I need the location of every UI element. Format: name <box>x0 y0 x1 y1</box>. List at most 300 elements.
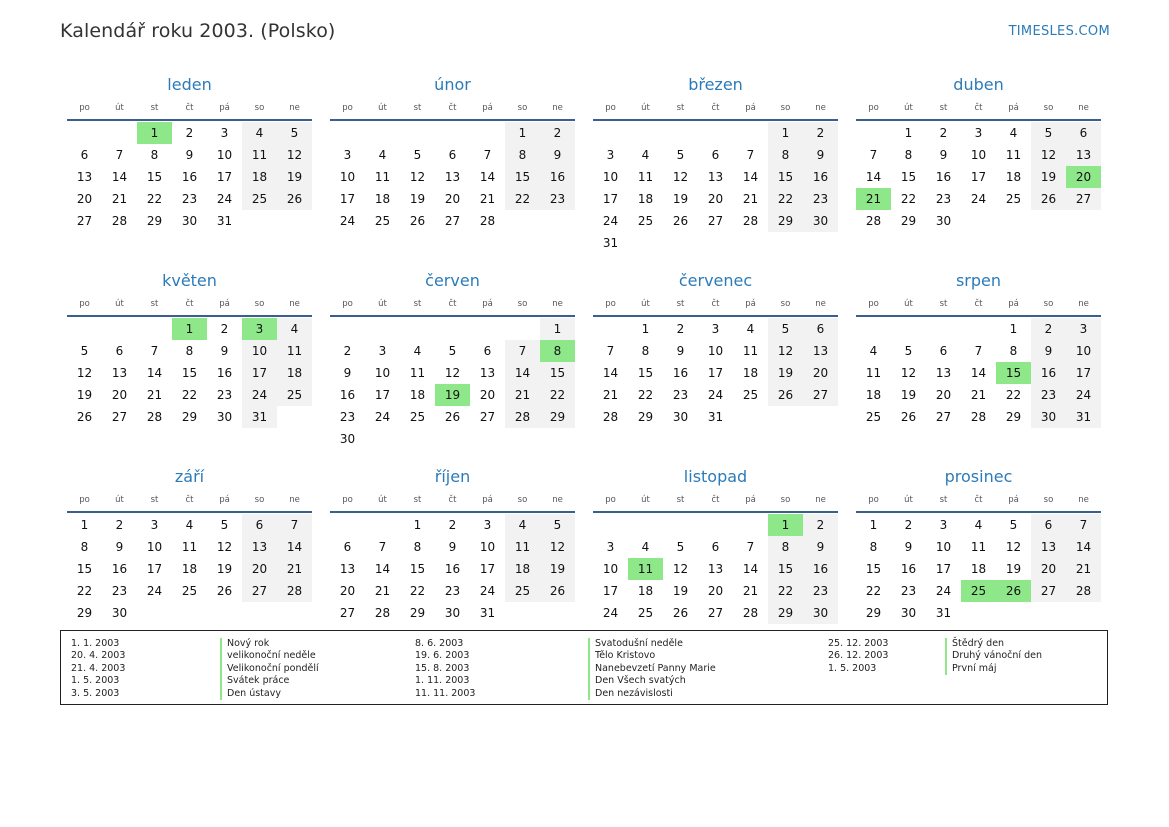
weekday-label: čt <box>711 299 720 309</box>
day-cell: 28 <box>742 214 759 228</box>
day-cell: 8 <box>185 344 194 358</box>
day-cell: 13 <box>707 562 724 576</box>
weekday-label: pá <box>1008 103 1019 113</box>
weekend-day-cell: 21 <box>1066 558 1101 580</box>
day-cell: 19 <box>672 584 689 598</box>
day-cell: 21 <box>374 584 391 598</box>
day-grid <box>593 121 838 254</box>
weekday-label: st <box>413 495 422 505</box>
weekend-day-cell: 26 <box>540 580 575 602</box>
weekend-day-cell: 11 <box>277 340 312 362</box>
day-grid <box>330 317 575 450</box>
day-cell: 13 <box>935 366 952 380</box>
day-cell: 30 <box>181 214 198 228</box>
holiday-date: 1. 5. 2003 <box>828 662 877 674</box>
empty-cell <box>628 122 663 144</box>
weekday-label: so <box>517 103 528 113</box>
day-cell: 1 <box>904 126 913 140</box>
day-cell: 11 <box>374 170 391 184</box>
holiday-legend <box>60 630 1108 705</box>
day-cell: 22 <box>409 584 426 598</box>
holiday-day-cell: 25 <box>961 580 996 602</box>
day-cell: 5 <box>1009 518 1018 532</box>
empty-cell <box>698 122 733 144</box>
day-cell: 8 <box>1009 344 1018 358</box>
weekend-day-cell: 13 <box>1066 144 1101 166</box>
weekday-label: ne <box>1078 299 1089 309</box>
day-cell: 21 <box>111 192 128 206</box>
weekend-day-cell: 6 <box>1066 122 1101 144</box>
month-name: říjen <box>434 467 471 486</box>
weekend-day-cell: 10 <box>1066 340 1101 362</box>
weekday-label: ne <box>289 103 300 113</box>
day-cell: 23 <box>111 584 128 598</box>
weekend-day-cell: 20 <box>1031 558 1066 580</box>
weekday-label: ne <box>289 299 300 309</box>
day-cell: 15 <box>76 562 93 576</box>
empty-cell <box>67 122 102 144</box>
empty-cell <box>330 514 365 536</box>
weekday-label: so <box>780 103 791 113</box>
day-cell: 4 <box>185 518 194 532</box>
day-cell: 2 <box>115 518 124 532</box>
empty-cell <box>67 318 102 340</box>
weekday-label: ne <box>1078 103 1089 113</box>
day-cell: 28 <box>374 606 391 620</box>
holiday-day-cell: 1 <box>137 122 172 144</box>
day-cell: 25 <box>865 410 882 424</box>
empty-cell <box>856 318 891 340</box>
weekday-label: čt <box>974 103 983 113</box>
weekend-day-cell: 15 <box>505 166 540 188</box>
weekday-label: pá <box>482 299 493 309</box>
weekday-label: po <box>342 495 353 505</box>
day-cell: 26 <box>216 584 233 598</box>
day-cell: 16 <box>181 170 198 184</box>
day-grid <box>330 121 575 232</box>
day-cell: 16 <box>111 562 128 576</box>
day-cell: 30 <box>339 432 356 446</box>
day-cell: 7 <box>746 540 755 554</box>
day-cell: 12 <box>444 366 461 380</box>
day-cell: 30 <box>935 214 952 228</box>
day-cell: 19 <box>216 562 233 576</box>
day-cell: 29 <box>1005 410 1022 424</box>
weekday-label: pá <box>1008 299 1019 309</box>
day-cell: 28 <box>146 410 163 424</box>
day-cell: 2 <box>185 126 194 140</box>
day-cell: 13 <box>339 562 356 576</box>
day-cell: 11 <box>865 366 882 380</box>
weekend-day-cell: 26 <box>277 188 312 210</box>
weekday-label: ne <box>289 495 300 505</box>
month-6 <box>593 268 838 464</box>
weekday-label: út <box>115 495 124 505</box>
empty-cell <box>593 318 628 340</box>
holiday-name: velikonoční neděle <box>220 650 316 662</box>
weekend-day-cell: 16 <box>803 558 838 580</box>
weekend-day-cell: 27 <box>1031 580 1066 602</box>
day-cell: 6 <box>448 148 457 162</box>
day-cell: 24 <box>935 584 952 598</box>
weekday-header <box>67 293 312 317</box>
holiday-date: 1. 11. 2003 <box>415 675 470 687</box>
day-cell: 28 <box>602 410 619 424</box>
weekend-day-cell: 9 <box>803 144 838 166</box>
day-cell: 23 <box>339 410 356 424</box>
weekend-day-cell: 6 <box>1031 514 1066 536</box>
empty-cell <box>505 318 540 340</box>
day-cell: 30 <box>111 606 128 620</box>
day-cell: 8 <box>904 148 913 162</box>
holiday-day-cell: 1 <box>172 318 207 340</box>
weekend-day-cell: 5 <box>277 122 312 144</box>
weekend-day-cell: 12 <box>277 144 312 166</box>
day-cell: 23 <box>935 192 952 206</box>
month-name: červenec <box>678 271 753 290</box>
day-cell: 18 <box>181 562 198 576</box>
day-cell: 31 <box>479 606 496 620</box>
holiday-date: 1. 5. 2003 <box>71 675 120 687</box>
day-cell: 16 <box>216 366 233 380</box>
weekday-header <box>330 489 575 513</box>
weekday-label: ne <box>552 103 563 113</box>
day-cell: 9 <box>904 540 913 554</box>
weekend-day-cell: 19 <box>1031 166 1066 188</box>
weekday-label: pá <box>745 495 756 505</box>
weekend-day-cell: 14 <box>277 536 312 558</box>
weekday-label: út <box>115 299 124 309</box>
empty-cell <box>330 122 365 144</box>
month-name: duben <box>953 75 1004 94</box>
weekend-day-cell: 20 <box>803 362 838 384</box>
weekday-label: po <box>605 299 616 309</box>
day-cell: 12 <box>409 170 426 184</box>
day-cell: 15 <box>900 170 917 184</box>
day-cell: 28 <box>865 214 882 228</box>
holiday-date: 3. 5. 2003 <box>71 687 120 699</box>
day-cell: 25 <box>181 584 198 598</box>
day-cell: 11 <box>742 344 759 358</box>
weekend-day-cell: 5 <box>768 318 803 340</box>
day-cell: 25 <box>742 388 759 402</box>
day-cell: 10 <box>216 148 233 162</box>
day-cell: 20 <box>444 192 461 206</box>
day-cell: 15 <box>865 562 882 576</box>
day-cell: 3 <box>974 126 983 140</box>
weekday-label: po <box>79 495 90 505</box>
weekday-label: ne <box>815 495 826 505</box>
weekend-day-cell: 21 <box>277 558 312 580</box>
weekend-day-cell: 19 <box>540 558 575 580</box>
weekend-day-cell: 25 <box>505 580 540 602</box>
weekday-label: út <box>904 299 913 309</box>
weekend-day-cell: 23 <box>1031 384 1066 406</box>
day-cell: 19 <box>900 388 917 402</box>
day-cell: 5 <box>80 344 89 358</box>
day-cell: 7 <box>115 148 124 162</box>
empty-cell <box>400 318 435 340</box>
weekday-label: čt <box>185 495 194 505</box>
day-cell: 23 <box>444 584 461 598</box>
day-cell: 30 <box>444 606 461 620</box>
weekend-day-cell: 1 <box>768 122 803 144</box>
weekend-day-cell: 1 <box>505 122 540 144</box>
day-cell: 1 <box>641 322 650 336</box>
day-cell: 12 <box>672 562 689 576</box>
day-cell: 1 <box>869 518 878 532</box>
day-cell: 1 <box>1009 322 1018 336</box>
weekend-day-cell: 5 <box>1031 122 1066 144</box>
weekend-day-cell: 23 <box>803 580 838 602</box>
day-cell: 9 <box>185 148 194 162</box>
weekend-day-cell: 29 <box>768 602 803 624</box>
day-cell: 29 <box>181 410 198 424</box>
weekend-day-cell: 17 <box>1066 362 1101 384</box>
weekend-day-cell: 18 <box>242 166 277 188</box>
weekend-day-cell: 8 <box>505 144 540 166</box>
weekend-day-cell: 30 <box>1031 406 1066 428</box>
weekday-label: pá <box>1008 495 1019 505</box>
day-cell: 24 <box>707 388 724 402</box>
day-cell: 3 <box>378 344 387 358</box>
weekday-label: čt <box>185 103 194 113</box>
weekend-day-cell: 16 <box>803 166 838 188</box>
weekday-label: čt <box>448 299 457 309</box>
holiday-day-cell: 15 <box>996 362 1031 384</box>
day-cell: 5 <box>448 344 457 358</box>
weekend-day-cell: 10 <box>242 340 277 362</box>
day-cell: 22 <box>900 192 917 206</box>
holiday-day-cell: 11 <box>628 558 663 580</box>
weekday-header <box>67 489 312 513</box>
day-cell: 9 <box>939 148 948 162</box>
day-cell: 10 <box>602 170 619 184</box>
day-cell: 31 <box>216 214 233 228</box>
weekday-label: po <box>868 495 879 505</box>
day-cell: 18 <box>865 388 882 402</box>
day-cell: 9 <box>448 540 457 554</box>
day-cell: 12 <box>1005 540 1022 554</box>
day-cell: 22 <box>181 388 198 402</box>
day-cell: 9 <box>115 540 124 554</box>
weekend-day-cell: 28 <box>277 580 312 602</box>
day-cell: 17 <box>935 562 952 576</box>
weekend-day-cell: 2 <box>1031 318 1066 340</box>
weekday-label: so <box>1043 299 1054 309</box>
day-cell: 16 <box>672 366 689 380</box>
weekday-label: pá <box>745 299 756 309</box>
day-cell: 14 <box>865 170 882 184</box>
weekday-label: út <box>378 299 387 309</box>
empty-cell <box>365 514 400 536</box>
months-grid <box>67 72 1101 660</box>
weekday-label: pá <box>482 495 493 505</box>
weekend-day-cell: 9 <box>803 536 838 558</box>
weekday-label: so <box>1043 103 1054 113</box>
weekday-label: ne <box>1078 495 1089 505</box>
weekday-label: pá <box>219 299 230 309</box>
weekend-day-cell: 22 <box>768 188 803 210</box>
day-cell: 25 <box>637 214 654 228</box>
weekday-label: st <box>676 495 685 505</box>
day-cell: 11 <box>409 366 426 380</box>
day-cell: 26 <box>76 410 93 424</box>
day-cell: 26 <box>900 410 917 424</box>
holiday-name: Nový rok <box>220 638 269 650</box>
day-cell: 14 <box>742 562 759 576</box>
weekday-label: so <box>1043 495 1054 505</box>
month-0 <box>67 72 312 268</box>
weekday-label: pá <box>745 103 756 113</box>
weekend-day-cell: 27 <box>1066 188 1101 210</box>
day-cell: 3 <box>220 126 229 140</box>
day-cell: 12 <box>76 366 93 380</box>
weekend-day-cell: 9 <box>540 144 575 166</box>
weekend-day-cell: 25 <box>242 188 277 210</box>
empty-cell <box>365 318 400 340</box>
weekend-day-cell: 15 <box>768 558 803 580</box>
day-cell: 24 <box>970 192 987 206</box>
day-cell: 13 <box>479 366 496 380</box>
day-cell: 9 <box>220 344 229 358</box>
month-name: červen <box>425 271 480 290</box>
day-cell: 20 <box>707 192 724 206</box>
weekend-day-cell: 25 <box>277 384 312 406</box>
month-name: září <box>174 467 205 486</box>
empty-cell <box>926 318 961 340</box>
day-cell: 27 <box>76 214 93 228</box>
empty-cell <box>470 122 505 144</box>
weekend-day-cell: 12 <box>540 536 575 558</box>
weekday-label: út <box>904 103 913 113</box>
weekday-label: st <box>150 495 159 505</box>
weekday-label: st <box>939 103 948 113</box>
day-cell: 17 <box>479 562 496 576</box>
holiday-name: Den ústavy <box>220 688 281 700</box>
day-cell: 19 <box>1005 562 1022 576</box>
day-cell: 5 <box>220 518 229 532</box>
day-cell: 19 <box>409 192 426 206</box>
weekend-day-cell: 14 <box>505 362 540 384</box>
weekday-label: ne <box>815 103 826 113</box>
holiday-name: Den nezávislosti <box>588 688 673 700</box>
day-cell: 24 <box>339 214 356 228</box>
empty-cell <box>593 122 628 144</box>
day-cell: 20 <box>935 388 952 402</box>
day-cell: 17 <box>602 584 619 598</box>
site-link[interactable]: TIMESLES.COM <box>1008 24 1110 39</box>
day-cell: 25 <box>374 214 391 228</box>
day-cell: 2 <box>939 126 948 140</box>
empty-cell <box>698 514 733 536</box>
day-cell: 29 <box>76 606 93 620</box>
weekday-label: st <box>676 299 685 309</box>
weekend-day-cell: 7 <box>505 340 540 362</box>
day-cell: 21 <box>479 192 496 206</box>
day-cell: 7 <box>974 344 983 358</box>
day-cell: 20 <box>111 388 128 402</box>
weekend-day-cell: 24 <box>242 384 277 406</box>
day-cell: 14 <box>602 366 619 380</box>
holiday-date: 20. 4. 2003 <box>71 650 126 662</box>
day-cell: 23 <box>216 388 233 402</box>
day-cell: 25 <box>1005 192 1022 206</box>
day-grid <box>593 317 838 428</box>
weekend-day-cell: 11 <box>505 536 540 558</box>
day-cell: 3 <box>606 540 615 554</box>
weekend-day-cell: 12 <box>768 340 803 362</box>
weekend-day-cell: 8 <box>768 144 803 166</box>
empty-cell <box>628 514 663 536</box>
empty-cell <box>400 122 435 144</box>
day-cell: 25 <box>637 606 654 620</box>
month-name: březen <box>688 75 743 94</box>
day-cell: 17 <box>339 192 356 206</box>
day-cell: 22 <box>1005 388 1022 402</box>
empty-cell <box>663 122 698 144</box>
day-cell: 3 <box>939 518 948 532</box>
weekday-header <box>67 97 312 121</box>
holiday-name: Tělo Kristovo <box>588 650 655 662</box>
weekend-day-cell: 21 <box>505 384 540 406</box>
day-cell: 2 <box>904 518 913 532</box>
holiday-date: 19. 6. 2003 <box>415 650 470 662</box>
weekday-label: po <box>342 299 353 309</box>
day-cell: 24 <box>602 606 619 620</box>
day-cell: 6 <box>711 540 720 554</box>
weekend-day-cell: 19 <box>768 362 803 384</box>
empty-cell <box>102 318 137 340</box>
day-cell: 8 <box>80 540 89 554</box>
weekend-day-cell: 16 <box>540 166 575 188</box>
weekend-day-cell: 13 <box>242 536 277 558</box>
day-grid <box>856 513 1101 624</box>
weekday-label: po <box>79 299 90 309</box>
day-cell: 4 <box>413 344 422 358</box>
day-cell: 10 <box>339 170 356 184</box>
day-cell: 18 <box>374 192 391 206</box>
day-cell: 29 <box>409 606 426 620</box>
month-5 <box>330 268 575 464</box>
weekday-label: út <box>378 495 387 505</box>
weekday-header <box>330 293 575 317</box>
day-cell: 10 <box>970 148 987 162</box>
empty-cell <box>663 514 698 536</box>
empty-cell <box>961 318 996 340</box>
weekday-label: st <box>150 103 159 113</box>
empty-cell <box>593 514 628 536</box>
holiday-date: 15. 8. 2003 <box>415 662 470 674</box>
holiday-day-cell: 21 <box>856 188 891 210</box>
weekday-label: so <box>780 495 791 505</box>
weekend-day-cell: 5 <box>540 514 575 536</box>
weekend-day-cell: 24 <box>1066 384 1101 406</box>
weekend-day-cell: 2 <box>803 122 838 144</box>
weekend-day-cell: 3 <box>1066 318 1101 340</box>
day-cell: 13 <box>76 170 93 184</box>
weekend-day-cell: 11 <box>242 144 277 166</box>
day-cell: 28 <box>111 214 128 228</box>
day-cell: 29 <box>865 606 882 620</box>
empty-cell <box>891 318 926 340</box>
day-cell: 18 <box>742 366 759 380</box>
day-grid <box>67 121 312 232</box>
weekend-day-cell: 23 <box>803 188 838 210</box>
weekday-label: so <box>254 103 265 113</box>
day-cell: 10 <box>707 344 724 358</box>
day-cell: 7 <box>606 344 615 358</box>
